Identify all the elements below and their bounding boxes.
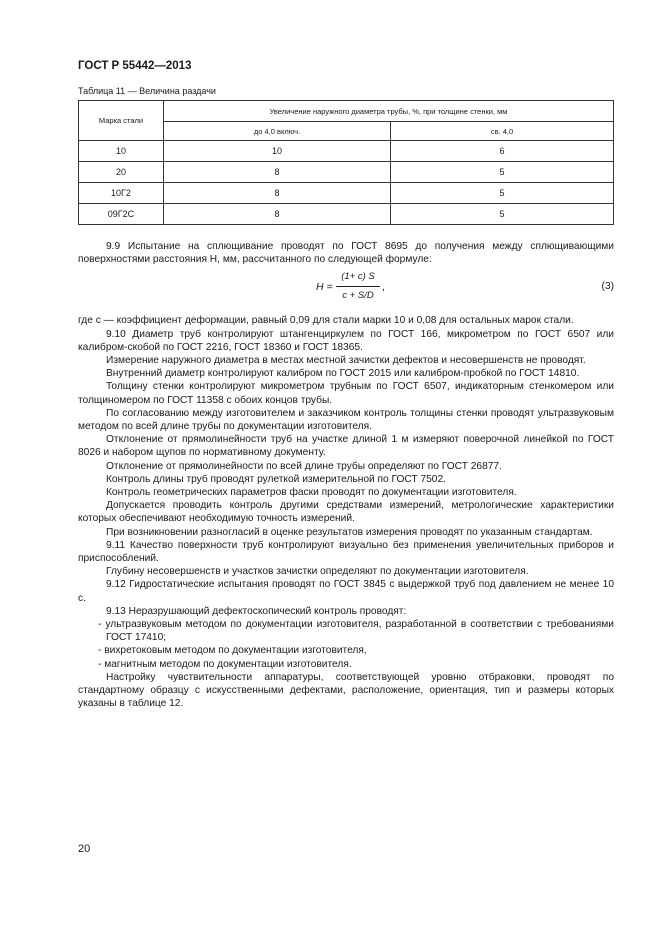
paragraph-setup: Настройку чувствительности аппаратуры, соответствующей уровню отбраковки, проводят по стандартному образцу с искусственными дефектами, расположение, ориентация, тип и размеры которых указаны в таблице 12. [78, 671, 614, 710]
col-header-steel-grade: Марка стали [79, 101, 164, 141]
cell-value-thick: 5 [391, 183, 614, 204]
paragraph-measure: Измерение наружного диаметра в местах местной зачистки дефектов и несовершенств не проводят. [106, 355, 586, 367]
list-item: - магнитным методом по документации изготовителя. [98, 658, 352, 670]
cell-grade: 20 [79, 162, 164, 183]
cell-value-thick: 5 [391, 204, 614, 225]
paragraph-chamfer: Контроль геометрических параметров фаски проводят по документации изготовителя. [106, 487, 517, 499]
paragraph-inner-diameter: Внутренний диаметр контролируют калибром по ГОСТ 2015 или калибром-пробкой по ГОСТ 14810. [106, 368, 580, 380]
formula-tail: , [382, 281, 385, 294]
paragraph-9-9: 9.9 Испытание на сплющивание проводят по ГОСТ 8695 до получения между сплющивающими поверхностями расстояния H, мм, рассчитанного по следующей формуле: [78, 241, 614, 266]
paragraph-disputes: При возникновении разногласий в оценке результатов измерения проводят по указанным стандартам. [106, 526, 593, 538]
cell-value-thin: 8 [164, 162, 391, 183]
paragraph-other-means: Допускается проводить контроль другими средствами измерений, метрологические характеристики которых обеспечивают необходимую точность измерений. [78, 500, 614, 525]
formula-lhs: H = [316, 281, 333, 294]
formula-3 [78, 270, 614, 308]
paragraph-straightness-total: Отклонение от прямолинейности по всей длине трубы определяют по ГОСТ 26877. [106, 460, 502, 472]
table-caption: Таблица 11 — Величина раздачи [78, 86, 216, 96]
paragraph-9-13: 9.13 Неразрушающий дефектоскопический контроль проводят: [106, 605, 407, 617]
cell-value-thick: 5 [391, 162, 614, 183]
table-row [79, 204, 614, 225]
document-code-header: ГОСТ Р 55442—2013 [78, 60, 192, 72]
sub-header-up-to-4: до 4,0 включ. [164, 122, 391, 141]
paragraph-depth: Глубину несовершенств и участков зачистки определяют по документации изготовителя. [106, 566, 529, 578]
paragraph-where: где c — коэффициент деформации, равный 0,09 для стали марки 10 и 0,08 для остальных марок стали. [78, 315, 574, 327]
table-row [79, 141, 614, 162]
paragraph-9-10: 9.10 Диаметр труб контролируют штангенциркулем по ГОСТ 166, микрометром по ГОСТ 6507 или калибром-скобой по ГОСТ 2216, ГОСТ 18360 и ГОСТ 18365. [78, 328, 614, 353]
table-expansion-values [78, 100, 614, 225]
cell-value-thin: 8 [164, 183, 391, 204]
table-row [79, 183, 614, 204]
cell-grade: 09Г2С [79, 204, 164, 225]
list-item: - вихретоковым методом по документации изготовителя, [98, 645, 367, 657]
group-header-diameter-increase: Увеличение наружного диаметра трубы, %, при толщине стенки, мм [164, 101, 614, 122]
cell-value-thin: 8 [164, 204, 391, 225]
paragraph-agreement: По согласованию между изготовителем и заказчиком контроль толщины стенки проводят ультразвуковым методом по всей длине трубы по документации изготовителя. [78, 407, 614, 433]
paragraph-9-11: 9.11 Качество поверхности труб контролируют визуально без применения увеличительных приборов и приспособлений. [78, 539, 614, 565]
table-row [79, 162, 614, 183]
formula-numerator: (1+ c) S [336, 270, 380, 286]
page-number: 20 [78, 843, 91, 855]
formula-number: (3) [601, 281, 614, 293]
cell-value-thin: 10 [164, 141, 391, 162]
cell-value-thick: 6 [391, 141, 614, 162]
paragraph-straightness-1m: Отклонение от прямолинейности труб на участке длиной 1 м измеряют поверочной линейкой по ГОСТ 8026 и набором щупов по нормативному документу. [78, 434, 614, 459]
sub-header-over-4: св. 4,0 [391, 122, 614, 141]
list-item: - ультразвуковым методом по документации изготовителя, разработанной в соответствии с требованиями ГОСТ 17410; [98, 619, 614, 644]
paragraph-9-12: 9.12 Гидростатические испытания проводят по ГОСТ 3845 с выдержкой труб под давлением не менее 10 с. [78, 579, 614, 604]
cell-grade: 10Г2 [79, 183, 164, 204]
paragraph-length: Контроль длины труб проводят рулеткой измерительной по ГОСТ 7502. [106, 473, 446, 485]
formula-denominator: c + S/D [342, 289, 374, 301]
body-text [78, 240, 614, 711]
cell-grade: 10 [79, 141, 164, 162]
paragraph-wall-thickness: Толщину стенки контролируют микрометром трубным по ГОСТ 6507, индикаторным стенкомером или толщиномером по ГОСТ 11358 с обоих концов трубы. [78, 381, 614, 406]
